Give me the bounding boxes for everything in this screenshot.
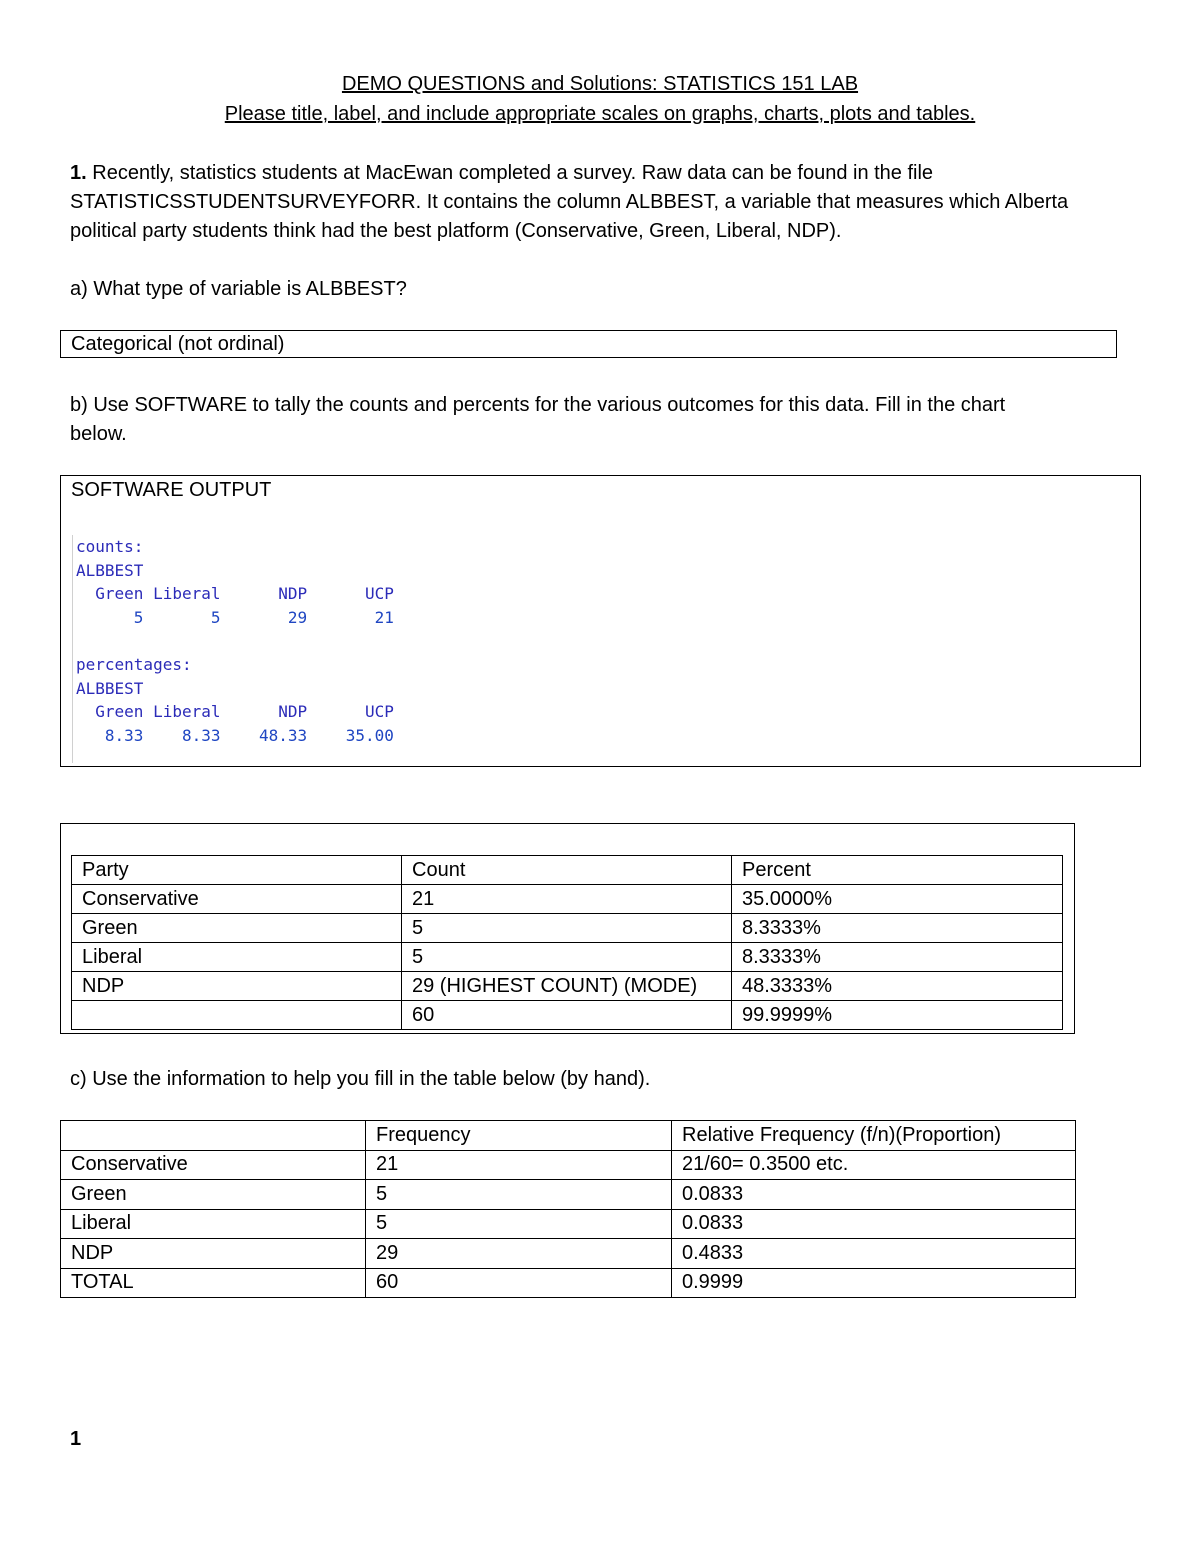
table-cell: 99.9999% xyxy=(732,1001,1063,1030)
part-c-question: c) Use the information to help you fill in the table below (by hand). xyxy=(70,1068,651,1090)
counts-variable: ALBBEST xyxy=(76,560,144,580)
header-percent: Percent xyxy=(732,856,1063,885)
header-count: Count xyxy=(402,856,732,885)
table-cell: 21 xyxy=(366,1150,672,1180)
percentages-columns: Green Liberal NDP UCP xyxy=(76,702,394,722)
table-cell: 0.4833 xyxy=(672,1239,1076,1269)
percentages-header: percentages: xyxy=(76,654,192,674)
table-cell: Green xyxy=(72,914,402,943)
table-cell: 48.3333% xyxy=(732,972,1063,1001)
software-output-box xyxy=(60,475,1141,767)
table-header-row xyxy=(61,1121,1076,1151)
question-1-line-3: political party students think had the best platform (Conservative, Green, Liberal, NDP). xyxy=(70,220,842,242)
table-cell: 5 xyxy=(402,943,732,972)
console-output xyxy=(72,535,496,763)
page-title: DEMO QUESTIONS and Solutions: STATISTICS 151 LAB xyxy=(341,73,859,95)
question-number: 1. xyxy=(70,162,87,184)
table-row xyxy=(61,1239,1076,1269)
part-a-answer-box: Categorical (not ordinal) xyxy=(60,330,1117,358)
table-cell: 5 xyxy=(402,914,732,943)
table-cell: Conservative xyxy=(72,885,402,914)
part-b-question xyxy=(70,391,1130,449)
table-cell: Conservative xyxy=(61,1150,366,1180)
header-relative-frequency: Relative Frequency (f/n)(Proportion) xyxy=(672,1121,1076,1151)
table-cell: NDP xyxy=(61,1239,366,1269)
percentages-values: 8.33 8.33 48.33 35.00 xyxy=(76,725,394,745)
table-cell: NDP xyxy=(72,972,402,1001)
table-cell: 35.0000% xyxy=(732,885,1063,914)
table-row xyxy=(72,943,1063,972)
table-cell: Liberal xyxy=(72,943,402,972)
table-cell: 21 xyxy=(402,885,732,914)
table-header-row xyxy=(72,856,1063,885)
percentages-variable: ALBBEST xyxy=(76,678,144,698)
software-output-label: SOFTWARE OUTPUT xyxy=(71,479,272,501)
counts-values: 5 5 29 21 xyxy=(76,607,394,627)
frequency-table xyxy=(60,1120,1076,1298)
question-1 xyxy=(70,159,1130,246)
table-cell: TOTAL xyxy=(61,1268,366,1298)
header-frequency: Frequency xyxy=(366,1121,672,1151)
table-row xyxy=(61,1180,1076,1210)
header-blank xyxy=(61,1121,366,1151)
table-row xyxy=(72,885,1063,914)
table-cell: 60 xyxy=(366,1268,672,1298)
part-b-line-2: below. xyxy=(70,423,127,445)
table-cell: 29 xyxy=(366,1239,672,1269)
table-row xyxy=(61,1150,1076,1180)
page-number: 1 xyxy=(70,1428,82,1450)
table-cell: 29 (HIGHEST COUNT) (MODE) xyxy=(402,972,732,1001)
question-1-text-1: Recently, statistics students at MacEwan completed a survey. Raw data can be found in the file xyxy=(92,162,934,184)
table-cell xyxy=(72,1001,402,1030)
console-blank-line xyxy=(76,629,496,653)
page-subtitle: Please title, label, and include appropriate scales on graphs, charts, plots and tables. xyxy=(224,103,976,125)
table-cell: 60 xyxy=(402,1001,732,1030)
part-a-question: a) What type of variable is ALBBEST? xyxy=(70,278,407,300)
table-cell: 8.3333% xyxy=(732,943,1063,972)
table-cell: 0.0833 xyxy=(672,1209,1076,1239)
header-party: Party xyxy=(72,856,402,885)
part-b-line-1: b) Use SOFTWARE to tally the counts and percents for the various outcomes for this data. Fill in the chart xyxy=(70,394,1006,416)
table-cell: 0.9999 xyxy=(672,1268,1076,1298)
table-cell: 5 xyxy=(366,1180,672,1210)
table-row xyxy=(72,1001,1063,1030)
table-cell: 21/60= 0.3500 etc. xyxy=(672,1150,1076,1180)
table-cell: Liberal xyxy=(61,1209,366,1239)
table-row xyxy=(72,914,1063,943)
table-row xyxy=(61,1209,1076,1239)
table-cell: Green xyxy=(61,1180,366,1210)
table-row xyxy=(72,972,1063,1001)
counts-columns: Green Liberal NDP UCP xyxy=(76,584,394,604)
table-cell: 0.0833 xyxy=(672,1180,1076,1210)
table-row xyxy=(61,1268,1076,1298)
question-1-line-1 xyxy=(70,159,1130,188)
question-1-line-2: STATISTICSSTUDENTSURVEYFORR. It contains the column ALBBEST, a variable that measures which Alberta xyxy=(70,191,1069,213)
table-cell: 5 xyxy=(366,1209,672,1239)
counts-header: counts: xyxy=(76,537,144,556)
party-count-table xyxy=(71,855,1063,1030)
table-cell: 8.3333% xyxy=(732,914,1063,943)
